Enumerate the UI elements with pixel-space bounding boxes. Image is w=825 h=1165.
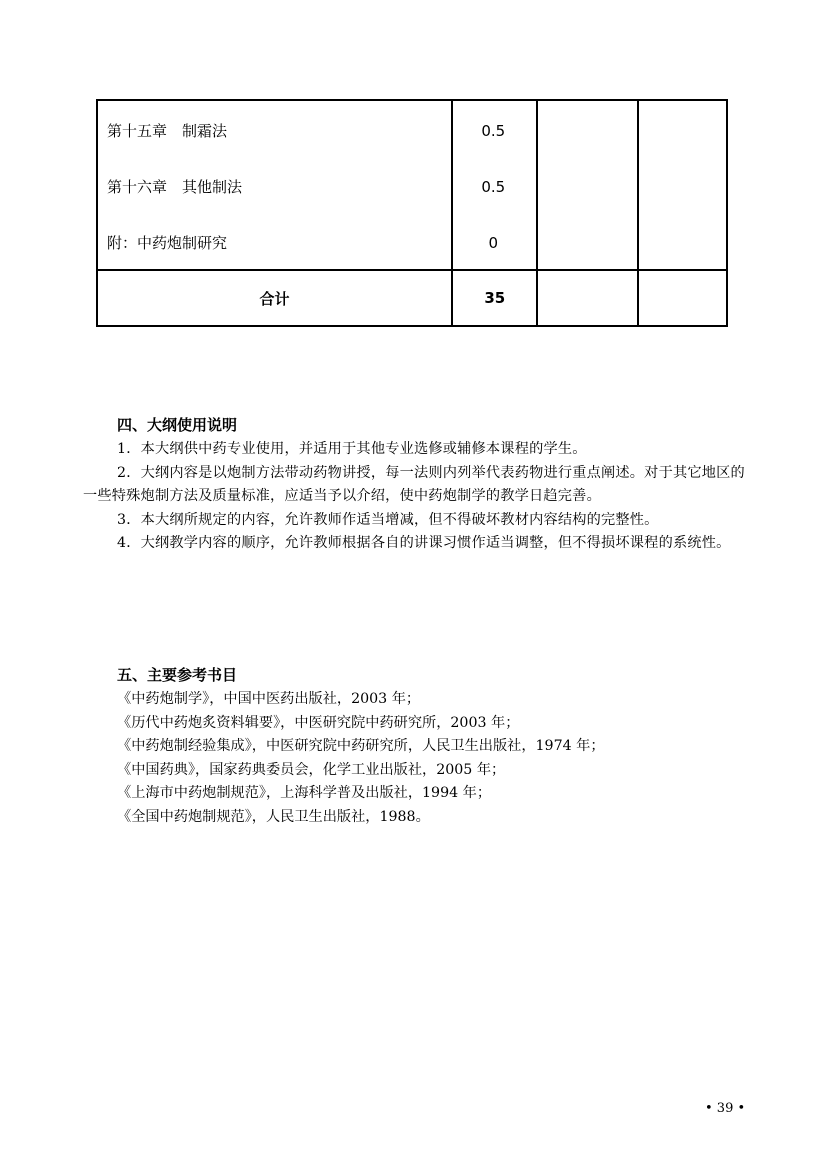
empty-cell <box>537 270 637 326</box>
section-heading: 四、大纲使用说明 <box>117 416 238 434</box>
reference-item: 《历代中药炮炙资料辑要》，中医研究院中药研究所，2003 年； <box>117 714 520 731</box>
table-row <box>97 100 727 270</box>
table-total-row <box>97 270 727 326</box>
chapter-hours-cell <box>452 100 537 270</box>
chapter-names-cell <box>97 100 452 270</box>
chapter-hours: 0.5 <box>481 122 506 140</box>
reference-item: 《全国中药炮制规范》，人民卫生出版社，1988。 <box>117 808 430 825</box>
chapter-hours: 0 <box>488 234 499 252</box>
reference-item: 《上海市中药炮制规范》，上海科学普及出版社，1994 年； <box>117 785 492 801</box>
chapter-name: 第十六章 其他制法 <box>107 178 243 196</box>
empty-cell <box>638 270 727 326</box>
paragraph: 1．本大纲供中药专业使用，并适用于其他专业选修或辅修本课程的学生。 <box>117 441 587 457</box>
chapter-name: 第十五章 制霜法 <box>107 122 228 140</box>
empty-cell <box>638 100 727 270</box>
paragraph: 2．大纲内容是以炮制方法带动药物讲授，每一法则内列举代表药物进行重点阐述。对于其它地区的一些特殊炮制方法及质量标准，应适当予以介绍，使中药炮制学的教学日趋完善。 <box>83 464 745 504</box>
reference-item: 《中药炮制经验集成》，中医研究院中药研究所，人民卫生出版社，1974 年； <box>117 738 605 754</box>
usage-notes <box>83 438 751 556</box>
total-label: 合计 <box>97 270 452 326</box>
reference-list <box>83 688 751 829</box>
reference-item: 《中国药典》，国家药典委员会，化学工业出版社，2005 年； <box>117 761 506 778</box>
paragraph: 3．本大纲所规定的内容，允许教师作适当增减，但不得破坏教材内容结构的完整性。 <box>117 511 659 528</box>
paragraph: 4．大纲教学内容的顺序，允许教师根据各自的讲课习惯作适当调整，但不得损坏课程的系统性。 <box>117 535 731 551</box>
course-hours-table <box>96 99 728 327</box>
page-number: • 39 • <box>705 1101 746 1116</box>
reference-item: 《中药炮制学》，中国中医药出版社，2003 年； <box>117 691 421 707</box>
empty-cell <box>537 100 637 270</box>
section-heading: 五、主要参考书目 <box>117 666 238 684</box>
total-hours: 35 <box>452 270 537 326</box>
chapter-name: 附：中药炮制研究 <box>107 234 228 252</box>
chapter-hours: 0.5 <box>481 178 506 196</box>
